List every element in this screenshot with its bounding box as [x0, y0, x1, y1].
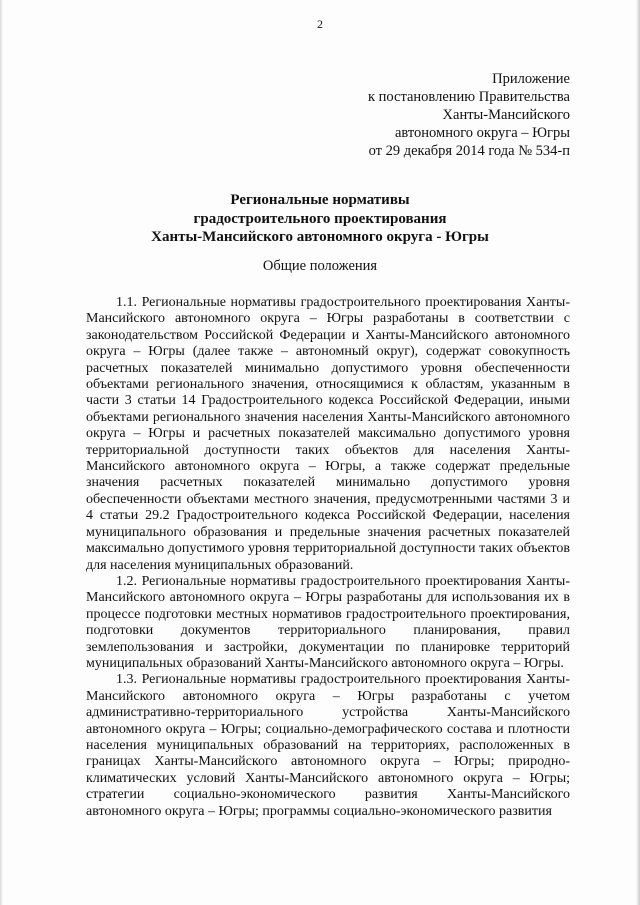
appendix-line: Ханты-Мансийского	[442, 107, 570, 123]
appendix-line: от 29 декабря 2014 года № 534-п	[368, 143, 570, 159]
section-heading: Общие положения	[262, 258, 378, 274]
title-line: градостроительного проектирования	[193, 210, 447, 227]
scan-edge-right	[636, 0, 640, 905]
paragraph-1-3: 1.3. Региональные нормативы градостроительного проектирования Ханты-Мансийского автономного округа – Югры разработаны с учетом административно-территориального устройства Ханты-Мансийского автономного округа – Югры; социально-демографического состава и плотности населения муниципальных образований на территориях, расположенных в границах Ханты-Мансийского автономного округа – Югры; природно-климатических условий Ханты-Мансийского автономного округа – Югры; стратегии социально-экономического развития Ханты-Мансийского автономного округа – Югры; программы социально-экономического развития	[86, 672, 570, 819]
paragraph-1-2: 1.2. Региональные нормативы градостроительного проектирования Ханты-Мансийского автономного округа – Югры разработаны для использования их в процессе подготовки местных нормативов градостроительного проектирования, подготовки документов территориального планирования, правил землепользования и застройки, документации по планировке территорий муниципальных образований Ханты-Мансийского автономного округа – Югры.	[86, 573, 570, 671]
appendix-line: к постановлению Правительства	[368, 89, 570, 105]
scan-edge-left	[0, 0, 3, 905]
appendix-header	[368, 70, 570, 160]
document-title	[0, 191, 640, 247]
title-line: Региональные нормативы	[230, 192, 410, 208]
page-number: 2	[317, 17, 323, 31]
appendix-line: Приложение	[492, 71, 570, 87]
paragraph-1-1: 1.1. Региональные нормативы градостроительного проектирования Ханты-Мансийского автономного округа – Югры разработаны в соответствии с законодательством Российской Федерации и Ханты-Мансийского автономного округа – Югры (далее также – автономный округ), содержат совокупность расчетных показателей минимально допустимого уровня обеспеченности объектами регионального значения, относящимися к областям, указанным в части 3 статьи 14 Градостроительного кодекса Российской Федерации, иными объектами регионального значения населения Ханты-Мансийского автономного округа – Югры и расчетных показателей максимально допустимого уровня территориальной доступности таких объектов для населения Ханты-Мансийского автономного округа – Югры, а также содержат предельные значения расчетных показателей минимально допустимого уровня обеспеченности объектами местного значения, предусмотренными частями 3 и 4 статьи 29.2 Градостроительного кодекса Российской Федерации, населения муниципального образования и предельные значения расчетных показателей максимально допустимого уровня территориальной доступности таких объектов для населения муниципальных образований.	[86, 295, 570, 573]
document-body	[86, 295, 570, 820]
title-line: Ханты-Мансийского автономного округа - Югры	[151, 229, 489, 245]
appendix-line: автономного округа – Югры	[394, 125, 570, 141]
